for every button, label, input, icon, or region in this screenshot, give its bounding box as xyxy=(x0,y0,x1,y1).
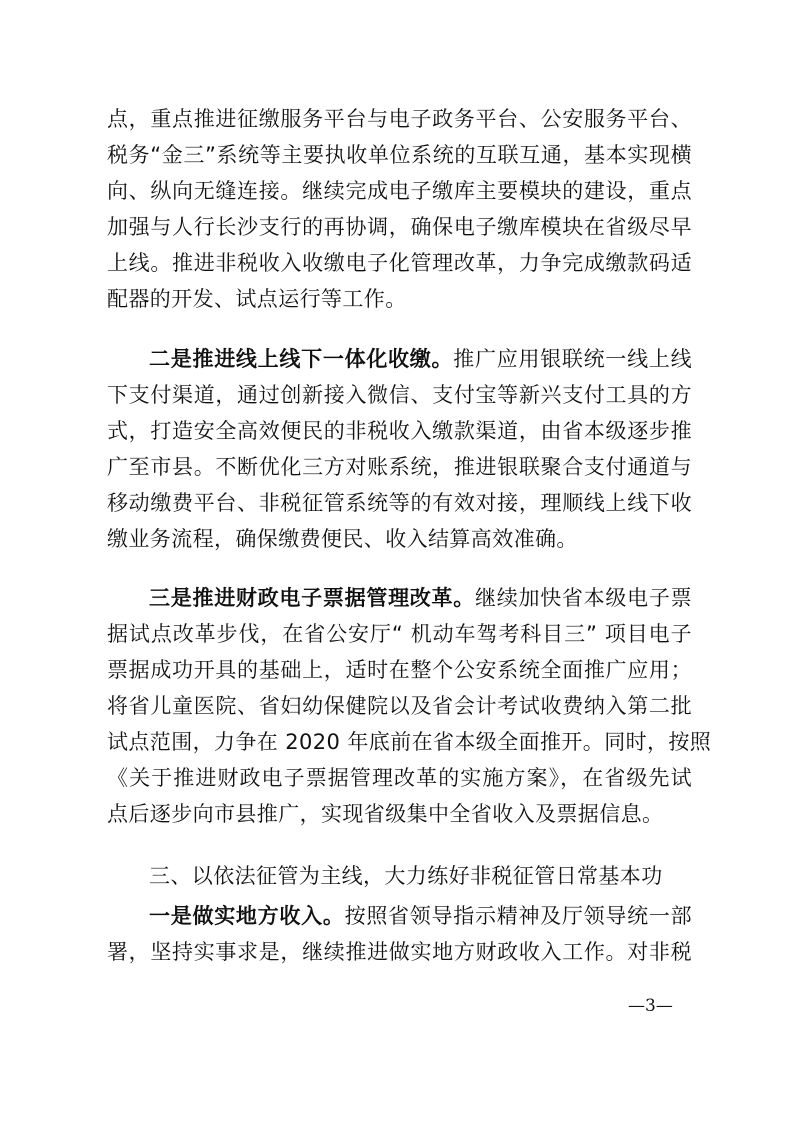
text-line: 《关于推进财政电子票据管理改革的实施方案》，在省级先试 xyxy=(107,766,692,790)
text-line: 下支付渠道，通过创新接入微信、支付宝等新兴支付工具的方 xyxy=(107,383,692,407)
text-line: 广至市县。不断优化三方对账系统，推进银联聚合支付通道与 xyxy=(107,455,692,479)
text-line: 试点范围，力争在 2020 年底前在省本级全面推开。同时，按照 xyxy=(107,730,712,754)
text-line: 税务“金三”系统等主要执收单位系统的互联互通，基本实现横 xyxy=(107,143,692,167)
text-line: 配器的开发、试点运行等工作。 xyxy=(107,287,407,311)
text-line xyxy=(107,898,692,934)
text-line: 三、以依法征管为主线，大力练好非税征管日常基本功 xyxy=(149,864,663,888)
text-line xyxy=(107,341,692,377)
text-line: 票据成功开具的基础上，适时在整个公安系统全面推广应用； xyxy=(107,658,692,682)
text-line: 将省儿童医院、省妇幼保健院以及省会计考试收费纳入第二批 xyxy=(107,694,692,718)
text-line: 据试点改革步伐，在省公安厅“ 机动车驾考科目三” 项目电子 xyxy=(107,622,692,646)
paragraph-3 xyxy=(107,580,712,832)
text-line: 移动缴费平台、非税征管系统等的有效对接，理顺线上线下收 xyxy=(107,491,692,515)
text-run: 继续加快省本级电子票 xyxy=(475,586,692,610)
text-line xyxy=(107,580,692,616)
text-run: 按照省领导指示精神及厅领导统一部 xyxy=(344,904,692,928)
paragraph-5 xyxy=(107,898,692,970)
text-line: 加强与人行长沙支行的再协调，确保电子缴库模块在省级尽早 xyxy=(107,215,692,239)
paragraph-2 xyxy=(107,341,692,557)
paragraph-1 xyxy=(107,101,692,317)
paragraph-lead: 二是推进线上线下一体化收缴。 xyxy=(149,347,454,371)
text-line: 署，坚持实事求是，继续推进做实地方财政收入工作。对非税 xyxy=(107,940,692,964)
section-heading xyxy=(107,858,692,894)
text-line: 缴业务流程，确保缴费便民、收入结算高效准确。 xyxy=(107,527,578,551)
text-line: 向、纵向无缝连接。继续完成电子缴库主要模块的建设，重点 xyxy=(107,179,692,203)
text-line: 式，打造安全高效便民的非税收入缴款渠道，由省本级逐步推 xyxy=(107,419,692,443)
paragraph-lead: 三是推进财政电子票据管理改革。 xyxy=(149,586,475,610)
text-line: 点，重点推进征缴服务平台与电子政务平台、公安服务平台、 xyxy=(107,107,692,131)
text-line: 点后逐步向市县推广，实现省级集中全省收入及票据信息。 xyxy=(107,802,664,826)
text-run: 推广应用银联统一线上线 xyxy=(453,347,692,371)
text-line: 上线。推进非税收入收缴电子化管理改革，力争完成缴款码适 xyxy=(107,251,692,275)
paragraph-lead: 一是做实地方收入。 xyxy=(149,904,345,928)
page-number: —3— xyxy=(628,996,673,1016)
